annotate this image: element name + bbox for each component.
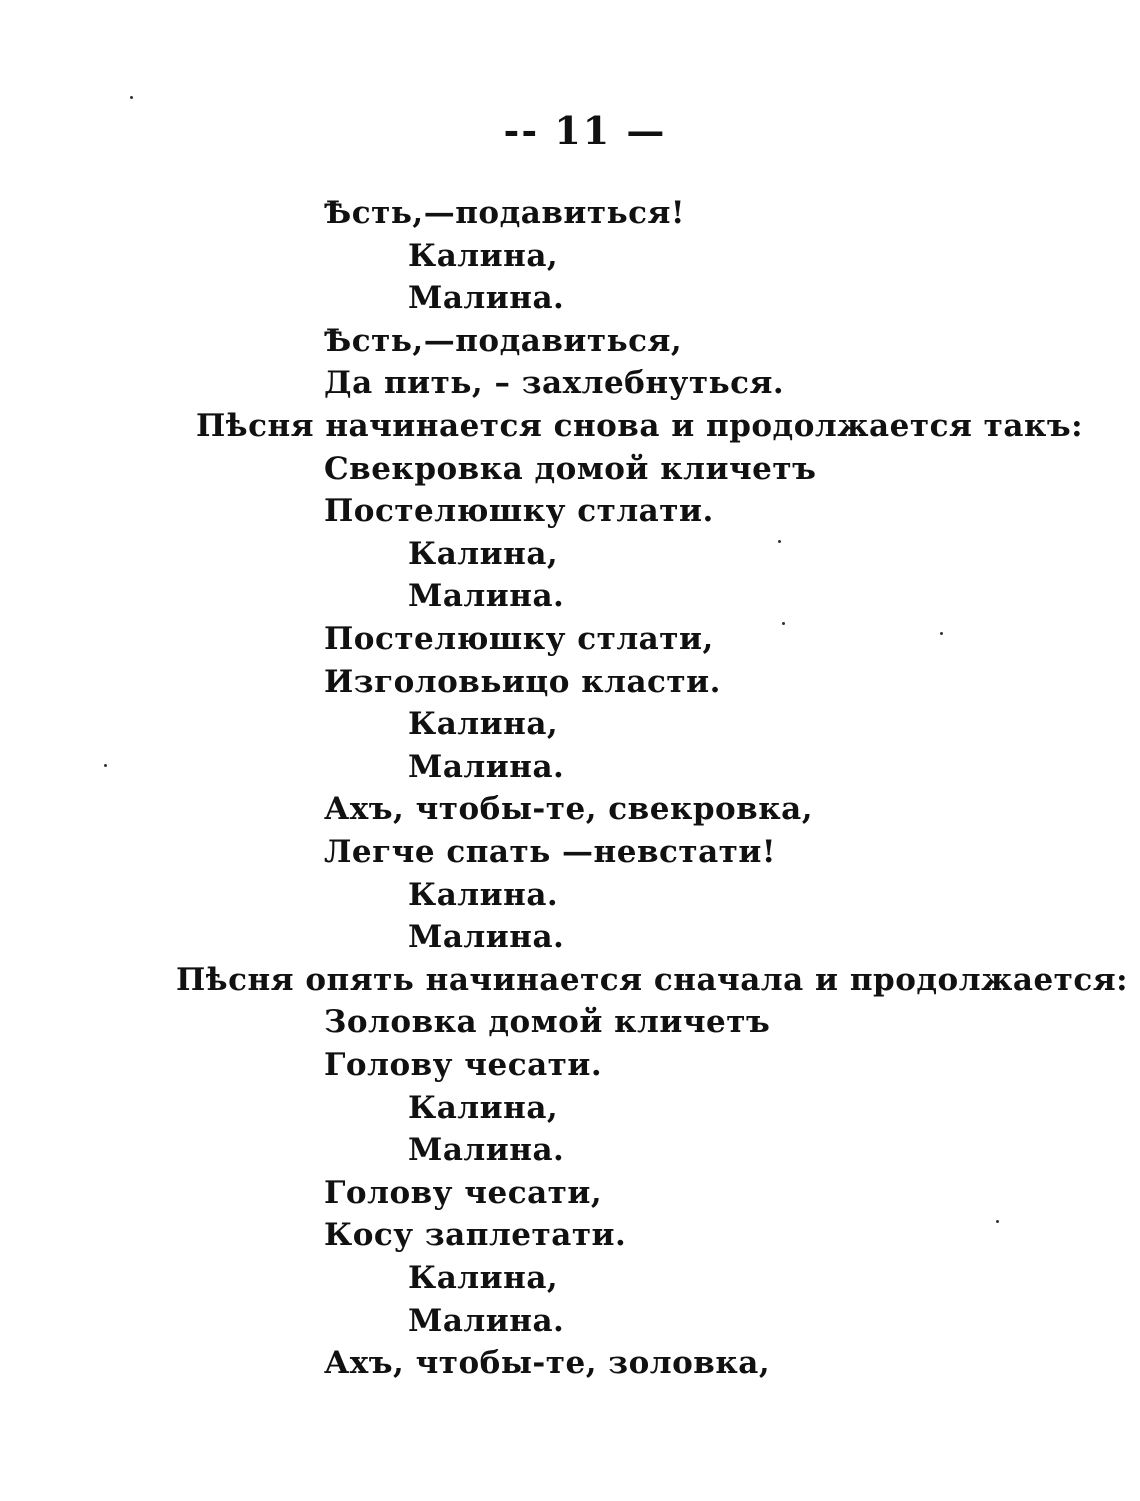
verse-line: Голову чесати, — [324, 1175, 603, 1211]
verse-line: Голову чесати. — [324, 1047, 603, 1083]
refrain-line: Малина. — [408, 578, 565, 614]
page-number: -- 11 — — [503, 108, 667, 153]
verse-line: Постелюшку стлати. — [324, 493, 714, 529]
refrain-line: Малина. — [408, 919, 565, 955]
refrain-line: Калина, — [408, 1090, 559, 1126]
verse-line: Ахъ, чтобы-те, золовка, — [324, 1345, 771, 1381]
scan-speck — [778, 540, 781, 543]
verse-line: Косу заплетати. — [324, 1217, 627, 1253]
refrain-line: Калина, — [408, 1260, 559, 1296]
verse-line: Постелюшку стлати, — [324, 621, 714, 657]
stage-note: Пѣсня начинается снова и продолжается такъ: — [196, 408, 1084, 444]
refrain-line: Малина. — [408, 1303, 565, 1339]
scan-speck — [782, 622, 785, 625]
scan-speck — [130, 96, 133, 99]
refrain-line: Малина. — [408, 280, 565, 316]
verse-line: Ахъ, чтобы-те, свекровка, — [324, 791, 813, 827]
refrain-line: Калина, — [408, 706, 559, 742]
refrain-line: Калина, — [408, 536, 559, 572]
refrain-line: Калина, — [408, 238, 559, 274]
verse-line: Золовка домой кличетъ — [324, 1004, 771, 1040]
refrain-line: Малина. — [408, 1132, 565, 1168]
scan-speck — [104, 764, 107, 767]
verse-line: Да пить, – захлебнуться. — [324, 365, 785, 401]
verse-line: Изголовьицо класти. — [324, 664, 721, 700]
verse-line: Свекровка домой кличетъ — [324, 451, 817, 487]
refrain-line: Малина. — [408, 749, 565, 785]
refrain-line: Калина. — [408, 877, 559, 913]
scan-speck — [996, 1220, 999, 1223]
verse-line: Ѣсть,—подавиться, — [324, 323, 683, 359]
stage-note: Пѣсня опять начинается сначала и продолжается: — [176, 962, 1129, 998]
verse-line: Легче спать —невстати! — [324, 834, 776, 870]
verse-line: Ѣсть,—подавиться! — [324, 195, 685, 231]
scan-speck — [940, 632, 943, 635]
